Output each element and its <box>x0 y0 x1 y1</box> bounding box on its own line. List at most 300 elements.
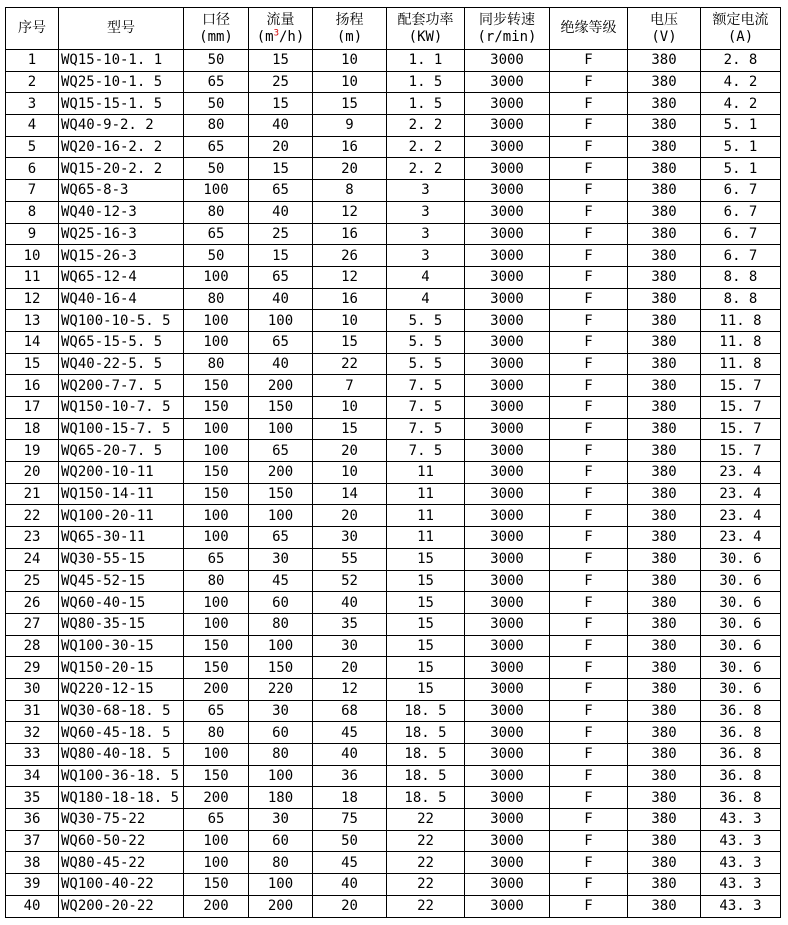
cell-model: WQ80-45-22 <box>59 852 184 874</box>
table-row <box>6 245 781 267</box>
cell-power: 2. 2 <box>387 115 465 137</box>
cell-speed: 3000 <box>465 223 550 245</box>
cell-current: 30. 6 <box>701 678 781 700</box>
cell-diameter: 150 <box>184 657 249 679</box>
cubic-meter-superscript: 3 <box>273 27 279 38</box>
cell-serial: 20 <box>6 462 59 484</box>
cell-head: 30 <box>313 635 387 657</box>
cell-speed: 3000 <box>465 809 550 831</box>
cell-speed: 3000 <box>465 722 550 744</box>
cell-current: 6. 7 <box>701 245 781 267</box>
header-voltage <box>628 8 701 50</box>
cell-power: 1. 5 <box>387 93 465 115</box>
cell-power: 22 <box>387 852 465 874</box>
cell-head: 10 <box>313 462 387 484</box>
cell-power: 18. 5 <box>387 744 465 766</box>
cell-model: WQ220-12-15 <box>59 678 184 700</box>
cell-insulation: F <box>550 223 628 245</box>
cell-diameter: 65 <box>184 809 249 831</box>
cell-flow: 40 <box>249 353 313 375</box>
cell-head: 52 <box>313 570 387 592</box>
header-flow <box>249 8 313 50</box>
cell-power: 7. 5 <box>387 397 465 419</box>
table-row <box>6 223 781 245</box>
cell-flow: 100 <box>249 874 313 896</box>
cell-voltage: 380 <box>628 548 701 570</box>
cell-voltage: 380 <box>628 245 701 267</box>
cell-diameter: 100 <box>184 180 249 202</box>
cell-speed: 3000 <box>465 744 550 766</box>
cell-power: 1. 1 <box>387 50 465 72</box>
cell-insulation: F <box>550 657 628 679</box>
cell-speed: 3000 <box>465 765 550 787</box>
cell-head: 12 <box>313 678 387 700</box>
cell-power: 5. 5 <box>387 331 465 353</box>
header-insulation <box>550 8 628 50</box>
header-speed <box>465 8 550 50</box>
cell-insulation: F <box>550 700 628 722</box>
cell-power: 22 <box>387 830 465 852</box>
cell-model: WQ100-40-22 <box>59 874 184 896</box>
cell-speed: 3000 <box>465 613 550 635</box>
cell-current: 36. 8 <box>701 765 781 787</box>
cell-diameter: 150 <box>184 635 249 657</box>
cell-power: 4 <box>387 288 465 310</box>
cell-voltage: 380 <box>628 71 701 93</box>
cell-serial: 21 <box>6 483 59 505</box>
cell-current: 30. 6 <box>701 548 781 570</box>
cell-flow: 150 <box>249 657 313 679</box>
cell-current: 30. 6 <box>701 613 781 635</box>
cell-diameter: 150 <box>184 375 249 397</box>
table-row <box>6 744 781 766</box>
cell-diameter: 80 <box>184 570 249 592</box>
cell-diameter: 100 <box>184 830 249 852</box>
header-unit: (V) <box>651 28 677 45</box>
header-title: 流量 <box>266 11 295 28</box>
cell-insulation: F <box>550 613 628 635</box>
cell-diameter: 100 <box>184 310 249 332</box>
cell-serial: 27 <box>6 613 59 635</box>
cell-current: 23. 4 <box>701 462 781 484</box>
cell-model: WQ150-14-11 <box>59 483 184 505</box>
cell-insulation: F <box>550 440 628 462</box>
cell-insulation: F <box>550 809 628 831</box>
cell-model: WQ30-55-15 <box>59 548 184 570</box>
cell-head: 12 <box>313 201 387 223</box>
cell-diameter: 200 <box>184 787 249 809</box>
cell-voltage: 380 <box>628 527 701 549</box>
cell-power: 2. 2 <box>387 158 465 180</box>
table-row <box>6 158 781 180</box>
cell-model: WQ15-20-2. 2 <box>59 158 184 180</box>
cell-voltage: 380 <box>628 331 701 353</box>
header-unit: (mm) <box>199 28 233 45</box>
cell-speed: 3000 <box>465 93 550 115</box>
cell-voltage: 380 <box>628 288 701 310</box>
cell-model: WQ100-20-11 <box>59 505 184 527</box>
cell-current: 23. 4 <box>701 505 781 527</box>
cell-model: WQ65-30-11 <box>59 527 184 549</box>
cell-current: 15. 7 <box>701 375 781 397</box>
cell-speed: 3000 <box>465 397 550 419</box>
table-row <box>6 331 781 353</box>
cell-power: 15 <box>387 613 465 635</box>
table-row <box>6 527 781 549</box>
cell-speed: 3000 <box>465 635 550 657</box>
cell-model: WQ100-36-18. 5 <box>59 765 184 787</box>
cell-voltage: 380 <box>628 657 701 679</box>
cell-speed: 3000 <box>465 375 550 397</box>
cell-power: 11 <box>387 527 465 549</box>
table-row <box>6 635 781 657</box>
cell-current: 15. 7 <box>701 397 781 419</box>
cell-head: 45 <box>313 852 387 874</box>
cell-power: 18. 5 <box>387 722 465 744</box>
cell-serial: 9 <box>6 223 59 245</box>
table-row <box>6 657 781 679</box>
cell-speed: 3000 <box>465 331 550 353</box>
cell-current: 30. 6 <box>701 657 781 679</box>
cell-power: 1. 5 <box>387 71 465 93</box>
cell-current: 6. 7 <box>701 201 781 223</box>
cell-speed: 3000 <box>465 830 550 852</box>
cell-diameter: 50 <box>184 245 249 267</box>
cell-flow: 40 <box>249 288 313 310</box>
pump-spec-table <box>5 7 781 918</box>
cell-head: 20 <box>313 505 387 527</box>
cell-flow: 100 <box>249 418 313 440</box>
cell-power: 3 <box>387 223 465 245</box>
table-row <box>6 895 781 917</box>
cell-diameter: 100 <box>184 592 249 614</box>
cell-serial: 4 <box>6 115 59 137</box>
cell-current: 8. 8 <box>701 266 781 288</box>
cell-serial: 34 <box>6 765 59 787</box>
cell-serial: 10 <box>6 245 59 267</box>
cell-serial: 24 <box>6 548 59 570</box>
cell-serial: 39 <box>6 874 59 896</box>
header-current <box>701 8 781 50</box>
cell-serial: 2 <box>6 71 59 93</box>
cell-speed: 3000 <box>465 505 550 527</box>
cell-serial: 14 <box>6 331 59 353</box>
cell-diameter: 80 <box>184 201 249 223</box>
cell-current: 8. 8 <box>701 288 781 310</box>
cell-model: WQ40-12-3 <box>59 201 184 223</box>
cell-head: 45 <box>313 722 387 744</box>
cell-model: WQ80-40-18. 5 <box>59 744 184 766</box>
header-title: 序号 <box>18 20 46 36</box>
cell-model: WQ200-10-11 <box>59 462 184 484</box>
table-row <box>6 310 781 332</box>
cell-speed: 3000 <box>465 136 550 158</box>
cell-head: 40 <box>313 744 387 766</box>
cell-insulation: F <box>550 678 628 700</box>
cell-power: 15 <box>387 657 465 679</box>
cell-model: WQ80-35-15 <box>59 613 184 635</box>
cell-head: 20 <box>313 895 387 917</box>
cell-current: 5. 1 <box>701 115 781 137</box>
cell-head: 18 <box>313 787 387 809</box>
cell-flow: 60 <box>249 722 313 744</box>
cell-voltage: 380 <box>628 310 701 332</box>
header-title: 配套功率 <box>397 11 454 28</box>
cell-voltage: 380 <box>628 592 701 614</box>
cell-power: 15 <box>387 678 465 700</box>
cell-diameter: 100 <box>184 418 249 440</box>
cell-current: 4. 2 <box>701 71 781 93</box>
table-head <box>6 8 781 50</box>
cell-serial: 1 <box>6 50 59 72</box>
cell-power: 22 <box>387 809 465 831</box>
cell-flow: 60 <box>249 592 313 614</box>
cell-model: WQ40-9-2. 2 <box>59 115 184 137</box>
cell-head: 15 <box>313 93 387 115</box>
cell-speed: 3000 <box>465 440 550 462</box>
cell-head: 10 <box>313 50 387 72</box>
table-row <box>6 201 781 223</box>
cell-diameter: 50 <box>184 93 249 115</box>
cell-flow: 25 <box>249 71 313 93</box>
cell-current: 43. 3 <box>701 874 781 896</box>
cell-insulation: F <box>550 852 628 874</box>
cell-power: 7. 5 <box>387 418 465 440</box>
cell-voltage: 380 <box>628 635 701 657</box>
cell-power: 7. 5 <box>387 440 465 462</box>
cell-insulation: F <box>550 722 628 744</box>
cell-speed: 3000 <box>465 418 550 440</box>
cell-flow: 80 <box>249 613 313 635</box>
cell-voltage: 380 <box>628 266 701 288</box>
table-row <box>6 353 781 375</box>
cell-insulation: F <box>550 527 628 549</box>
cell-diameter: 200 <box>184 895 249 917</box>
cell-serial: 16 <box>6 375 59 397</box>
cell-voltage: 380 <box>628 895 701 917</box>
cell-model: WQ100-30-15 <box>59 635 184 657</box>
header-unit: (r/min) <box>477 28 537 45</box>
cell-diameter: 80 <box>184 353 249 375</box>
cell-current: 43. 3 <box>701 809 781 831</box>
table-row <box>6 787 781 809</box>
cell-model: WQ30-75-22 <box>59 809 184 831</box>
cell-diameter: 65 <box>184 548 249 570</box>
cell-speed: 3000 <box>465 288 550 310</box>
table-row <box>6 809 781 831</box>
cell-head: 30 <box>313 527 387 549</box>
cell-voltage: 380 <box>628 874 701 896</box>
cell-power: 3 <box>387 201 465 223</box>
cell-head: 35 <box>313 613 387 635</box>
cell-head: 55 <box>313 548 387 570</box>
cell-voltage: 380 <box>628 180 701 202</box>
cell-insulation: F <box>550 331 628 353</box>
table-row <box>6 136 781 158</box>
cell-current: 6. 7 <box>701 223 781 245</box>
cell-current: 4. 2 <box>701 93 781 115</box>
cell-power: 11 <box>387 483 465 505</box>
cell-voltage: 380 <box>628 223 701 245</box>
cell-diameter: 65 <box>184 71 249 93</box>
cell-current: 11. 8 <box>701 310 781 332</box>
cell-current: 23. 4 <box>701 483 781 505</box>
cell-serial: 31 <box>6 700 59 722</box>
cell-flow: 20 <box>249 136 313 158</box>
header-diameter <box>184 8 249 50</box>
cell-model: WQ60-40-15 <box>59 592 184 614</box>
cell-insulation: F <box>550 787 628 809</box>
cell-head: 10 <box>313 397 387 419</box>
cell-power: 22 <box>387 874 465 896</box>
cell-model: WQ30-68-18. 5 <box>59 700 184 722</box>
cell-insulation: F <box>550 418 628 440</box>
cell-current: 36. 8 <box>701 700 781 722</box>
cell-flow: 200 <box>249 895 313 917</box>
cell-serial: 38 <box>6 852 59 874</box>
cell-insulation: F <box>550 375 628 397</box>
cell-speed: 3000 <box>465 71 550 93</box>
header-unit: $(m^3/h)$ <box>256 27 305 45</box>
cell-voltage: 380 <box>628 613 701 635</box>
cell-head: 16 <box>313 288 387 310</box>
cell-diameter: 100 <box>184 613 249 635</box>
cell-flow: 40 <box>249 201 313 223</box>
cell-serial: 19 <box>6 440 59 462</box>
header-model <box>59 8 184 50</box>
cell-insulation: F <box>550 505 628 527</box>
cell-speed: 3000 <box>465 570 550 592</box>
cell-insulation: F <box>550 895 628 917</box>
cell-current: 30. 6 <box>701 592 781 614</box>
table-row <box>6 505 781 527</box>
cell-voltage: 380 <box>628 136 701 158</box>
cell-current: 5. 1 <box>701 136 781 158</box>
cell-voltage: 380 <box>628 700 701 722</box>
cell-insulation: F <box>550 266 628 288</box>
cell-power: 11 <box>387 505 465 527</box>
table-row <box>6 830 781 852</box>
cell-insulation: F <box>550 93 628 115</box>
table-row <box>6 483 781 505</box>
cell-current: 15. 7 <box>701 440 781 462</box>
table-row <box>6 418 781 440</box>
cell-voltage: 380 <box>628 830 701 852</box>
cell-flow: 30 <box>249 700 313 722</box>
cell-model: WQ15-10-1. 1 <box>59 50 184 72</box>
cell-model: WQ150-10-7. 5 <box>59 397 184 419</box>
cell-diameter: 150 <box>184 765 249 787</box>
cell-power: 3 <box>387 245 465 267</box>
cell-flow: 150 <box>249 483 313 505</box>
cell-diameter: 150 <box>184 874 249 896</box>
table-row <box>6 115 781 137</box>
cell-model: WQ150-20-15 <box>59 657 184 679</box>
cell-diameter: 65 <box>184 223 249 245</box>
cell-model: WQ100-10-5. 5 <box>59 310 184 332</box>
cell-head: 14 <box>313 483 387 505</box>
table-body <box>6 50 781 918</box>
cell-diameter: 50 <box>184 50 249 72</box>
cell-insulation: F <box>550 548 628 570</box>
cell-head: 7 <box>313 375 387 397</box>
cell-model: WQ100-15-7. 5 <box>59 418 184 440</box>
cell-flow: 220 <box>249 678 313 700</box>
cell-speed: 3000 <box>465 548 550 570</box>
table-row <box>6 765 781 787</box>
cell-voltage: 380 <box>628 397 701 419</box>
cell-head: 12 <box>313 266 387 288</box>
cell-flow: 65 <box>249 440 313 462</box>
cell-flow: 25 <box>249 223 313 245</box>
cell-flow: 100 <box>249 310 313 332</box>
cell-speed: 3000 <box>465 180 550 202</box>
cell-speed: 3000 <box>465 657 550 679</box>
cell-insulation: F <box>550 570 628 592</box>
cell-model: WQ65-15-5. 5 <box>59 331 184 353</box>
cell-voltage: 380 <box>628 201 701 223</box>
cell-speed: 3000 <box>465 462 550 484</box>
cell-insulation: F <box>550 635 628 657</box>
cell-voltage: 380 <box>628 158 701 180</box>
cell-power: 7. 5 <box>387 375 465 397</box>
cell-serial: 25 <box>6 570 59 592</box>
cell-speed: 3000 <box>465 201 550 223</box>
cell-serial: 22 <box>6 505 59 527</box>
cell-current: 36. 8 <box>701 722 781 744</box>
cell-serial: 5 <box>6 136 59 158</box>
cell-current: 2. 8 <box>701 50 781 72</box>
cell-flow: 200 <box>249 375 313 397</box>
cell-current: 36. 8 <box>701 787 781 809</box>
table-row <box>6 613 781 635</box>
cell-flow: 150 <box>249 397 313 419</box>
cell-power: 2. 2 <box>387 136 465 158</box>
header-title: 型号 <box>107 20 135 36</box>
cell-model: WQ60-50-22 <box>59 830 184 852</box>
cell-serial: 28 <box>6 635 59 657</box>
cell-serial: 6 <box>6 158 59 180</box>
cell-power: 22 <box>387 895 465 917</box>
cell-head: 16 <box>313 136 387 158</box>
cell-model: WQ180-18-18. 5 <box>59 787 184 809</box>
cell-voltage: 380 <box>628 570 701 592</box>
header-title: 同步转速 <box>479 11 535 28</box>
cell-flow: 60 <box>249 830 313 852</box>
cell-power: 15 <box>387 635 465 657</box>
cell-head: 8 <box>313 180 387 202</box>
cell-voltage: 380 <box>628 809 701 831</box>
cell-speed: 3000 <box>465 592 550 614</box>
cell-model: WQ60-45-18. 5 <box>59 722 184 744</box>
cell-speed: 3000 <box>465 266 550 288</box>
cell-model: WQ40-22-5. 5 <box>59 353 184 375</box>
cell-flow: 40 <box>249 115 313 137</box>
cell-voltage: 380 <box>628 744 701 766</box>
cell-speed: 3000 <box>465 353 550 375</box>
cell-diameter: 100 <box>184 744 249 766</box>
cell-model: WQ65-8-3 <box>59 180 184 202</box>
cell-insulation: F <box>550 765 628 787</box>
cell-power: 15 <box>387 570 465 592</box>
cell-serial: 13 <box>6 310 59 332</box>
table-row <box>6 700 781 722</box>
table-row <box>6 288 781 310</box>
table-row <box>6 50 781 72</box>
cell-flow: 200 <box>249 462 313 484</box>
table-row <box>6 570 781 592</box>
cell-diameter: 200 <box>184 678 249 700</box>
